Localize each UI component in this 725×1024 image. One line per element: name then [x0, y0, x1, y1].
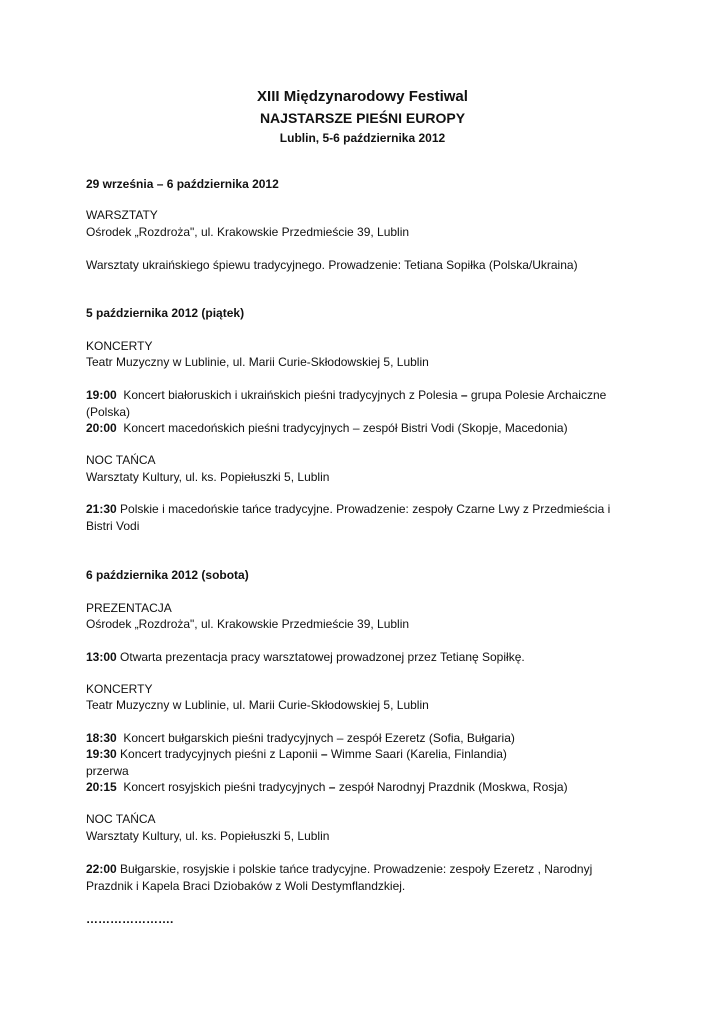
event-1930: 19:30 Koncert tradycyjnych pieśni z Laponii – Wimme Saari (Karelia, Finlandia) [86, 747, 507, 761]
venue-dance-night-friday: Warsztaty Kultury, ul. ks. Popiełuszki 5, Lublin [86, 470, 330, 484]
section-date-friday: 5 października 2012 (piątek) [86, 306, 245, 320]
category-presentation: PREZENTACJA [86, 601, 172, 615]
category-workshops: WARSZTATY [86, 208, 158, 222]
closing-ellipsis: …………………. [86, 912, 174, 926]
section-date-saturday: 6 października 2012 (sobota) [86, 568, 249, 582]
category-dance-night-saturday: NOC TAŃCA [86, 812, 156, 826]
venue-dance-night-saturday: Warsztaty Kultury, ul. ks. Popiełuszki 5, Lublin [86, 829, 330, 843]
section-date-workshops: 29 września – 6 października 2012 [86, 177, 279, 191]
category-dance-night-friday: NOC TAŃCA [86, 453, 156, 467]
category-concerts-friday: KONCERTY [86, 339, 153, 353]
event-1900: 19:00 Koncert białoruskich i ukraińskich pieśni tradycyjnych z Polesia – grupa Polesie Archaiczne (Polska) [86, 388, 607, 419]
venue-concerts-saturday: Teatr Muzyczny w Lublinie, ul. Marii Curie-Skłodowskiej 5, Lublin [86, 698, 429, 712]
festival-title: XIII Międzynarodowy Festiwal [257, 88, 468, 105]
event-1300: 13:00 Otwarta prezentacja pracy warsztatowej prowadzonej przez Tetianę Sopiłkę. [86, 650, 525, 664]
venue-workshops: Ośrodek „Rozdroża", ul. Krakowskie Przedmieście 39, Lublin [86, 225, 410, 239]
event-2000: 20:00 Koncert macedońskich pieśni tradycyjnych – zespół Bistri Vodi (Skopje, Macedonia) [86, 421, 568, 435]
category-concerts-saturday: KONCERTY [86, 682, 153, 696]
event-2130: 21:30 Polskie i macedońskie tańce tradycyjne. Prowadzenie: zespoły Czarne Lwy z Przedmieścia i Bistri Vodi [86, 502, 611, 533]
event-1830: 18:30 Koncert bułgarskich pieśni tradycyjnych – zespół Ezeretz (Sofia, Bułgaria) [86, 731, 515, 745]
event-2015: 20:15 Koncert rosyjskich pieśni tradycyjnych – zespół Narodnyj Prazdnik (Moskwa, Rosja) [86, 780, 568, 794]
workshop-description: Warsztaty ukraińskiego śpiewu tradycyjnego. Prowadzenie: Tetiana Sopiłka (Polska/Ukraina) [86, 258, 578, 272]
festival-subtitle: NAJSTARSZE PIEŚNI EUROPY [259, 110, 466, 126]
venue-presentation: Ośrodek „Rozdroża", ul. Krakowskie Przedmieście 39, Lublin [86, 617, 410, 631]
event-2200: 22:00 Bułgarskie, rosyjskie i polskie tańce tradycyjne. Prowadzenie: zespoły Ezeretz , Narodnyj Prazdnik i Kapela Braci Dziobaków z Woli Destymflandzkiej. [86, 862, 593, 893]
break-label: przerwa [86, 764, 129, 778]
venue-concerts-friday: Teatr Muzyczny w Lublinie, ul. Marii Curie-Skłodowskiej 5, Lublin [86, 355, 429, 369]
festival-dates: Lublin, 5-6 października 2012 [279, 131, 446, 145]
